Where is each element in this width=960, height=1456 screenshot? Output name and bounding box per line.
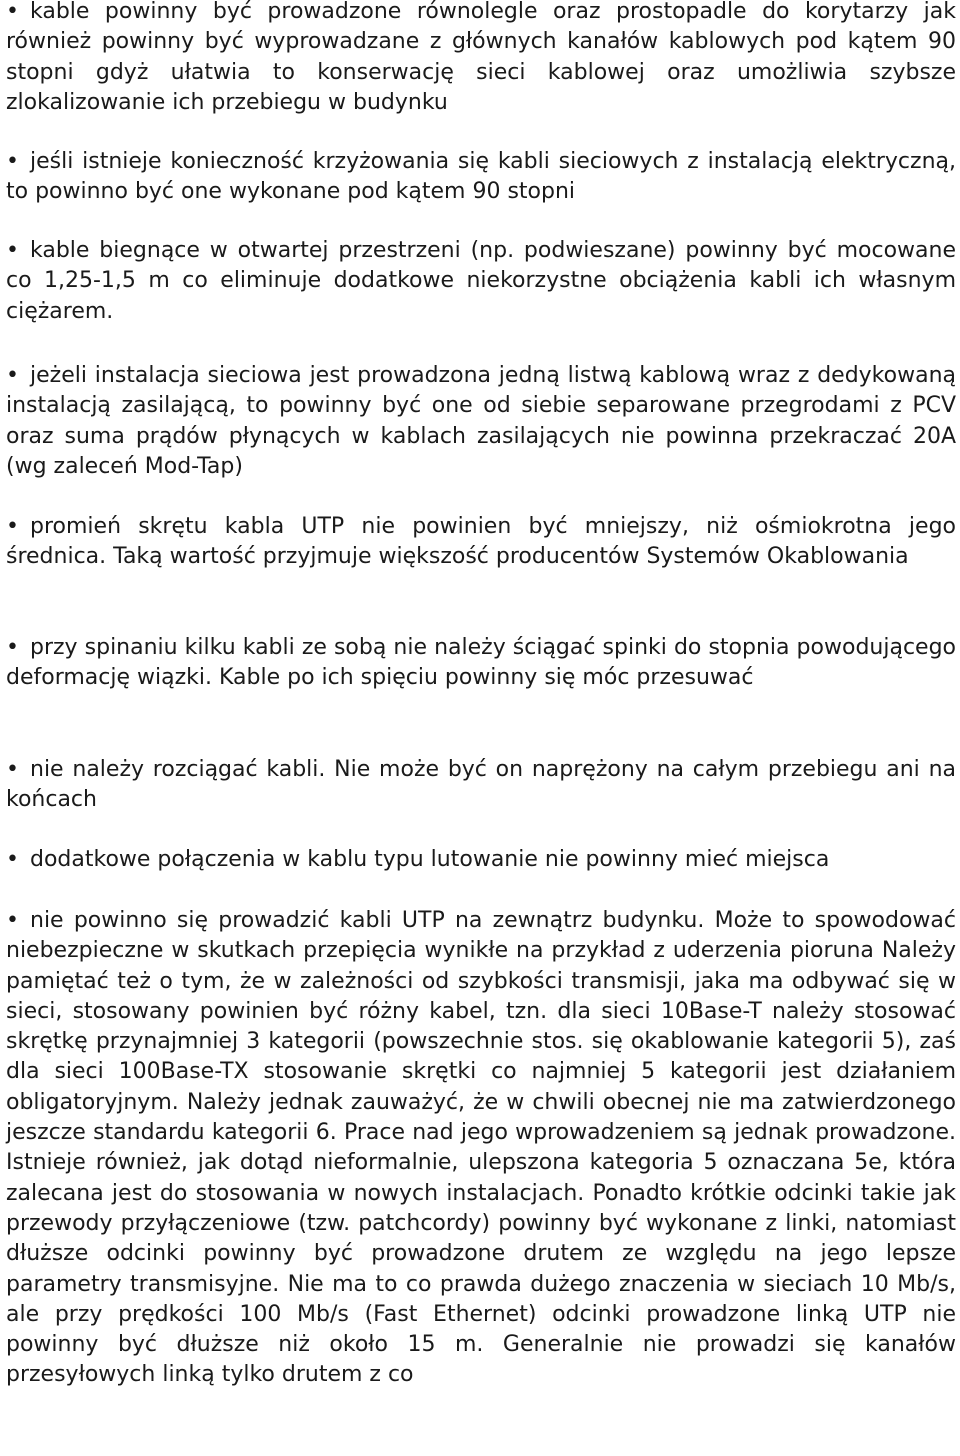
bullet: • [6, 0, 19, 24]
bullet: • [6, 363, 19, 388]
list-item [6, 361, 956, 482]
list-item-text: przy spinaniu kilku kabli ze sobą nie należy ściągać spinki do stopnia powodującego deformację wiązki. Kable po ich spięciu powinny się móc przesuwać [6, 635, 956, 691]
bullet: • [6, 635, 19, 660]
list-item-text: nie powinno się prowadzić kabli UTP na zewnątrz budynku. Może to spowodować niebezpieczne w skutkach przepięcia wynikłe na przykład z uderzenia pioruna Należy pamiętać też o tym, że w zależności od szybkości transmisji, jaka ma odbywać się w sieci, stosowany powinien być różny kabel, tzn. dla sieci 10Base-T należy stosować skrętkę przynajmniej 3 kategorii (powszechnie stos. się okablowanie kategorii 5), zaś dla sieci 100Base-TX stosowanie skrętki co najmniej 5 kategorii jest działaniem obligatoryjnym. Należy jednak zauważyć, że w chwili obecnej nie ma zatwierdzonego jeszcze standardu kategorii 6. Prace nad jego wprowadzeniem są jednak prowadzone. Istnieje również, jak dotąd nieformalnie, ulepszona kategoria 5 oznaczana 5e, która zalecana jest do stosowania w nowych instalacjach. Ponadto krótkie odcinki takie jak przewody przyłączeniowe (tzw. patchcordy) powinny być wykonane z linki, natomiast dłuższe odcinki powinny być prowadzone drutem ze względu na jego lepsze parametry transmisyjne. Nie ma to co prawda dużego znaczenia w sieciach 10 Mb/s, ale przy prędkości 100 Mb/s (Fast Ethernet) odcinki prowadzone linką UTP nie powinny być dłuższe niż około 15 m. Generalnie nie prowadzi się kanałów przesyłowych linką tylko drutem z co [6, 908, 956, 1388]
list-item [6, 236, 956, 327]
list-item [6, 633, 956, 694]
list-item-text: kable powinny być prowadzone równolegle oraz prostopadle do korytarzy jak również powinny być wyprowadzane z głównych kanałów kablowych pod kątem 90 stopni gdyż ułatwia to konserwację sieci kablowej oraz umożliwia szybsze zlokalizowanie ich przebiegu w budynku [6, 0, 956, 115]
list-item [6, 0, 956, 118]
bullet: • [6, 847, 19, 872]
list-item [6, 755, 956, 816]
bullet: • [6, 908, 19, 933]
list-item [6, 845, 956, 875]
bullet: • [6, 238, 19, 263]
list-item-text: kable biegnące w otwartej przestrzeni (np. podwieszane) powinny być mocowane co 1,25-1,5 m co eliminuje dodatkowe niekorzystne obciążenia kabli ich własnym ciężarem. [6, 238, 956, 324]
list-item [6, 906, 956, 1391]
bullet: • [6, 757, 19, 782]
bullet: • [6, 514, 19, 539]
list-item [6, 512, 956, 573]
list-item-text: nie należy rozciągać kabli. Nie może być on naprężony na całym przebiegu ani na końcach [6, 757, 956, 813]
list-item-text: dodatkowe połączenia w kablu typu lutowanie nie powinny mieć miejsca [30, 847, 830, 872]
list-item-text: promień skrętu kabla UTP nie powinien być mniejszy, niż ośmiokrotna jego średnica. Taką wartość przyjmuje większość producentów Systemów Okablowania [6, 514, 956, 570]
list-item-text: jeśli istnieje konieczność krzyżowania się kabli sieciowych z instalacją elektryczną, to powinno być one wykonane pod kątem 90 stopni [6, 149, 956, 205]
list-item-text: jeżeli instalacja sieciowa jest prowadzona jedną listwą kablową wraz z dedykowaną instalacją zasilającą, to powinny być one od siebie separowane przegrodami z PCV oraz suma prądów płynących w kablach zasilających nie powinna przekraczać 20A (wg zaleceń Mod-Tap) [6, 363, 956, 479]
bullet: • [6, 149, 19, 174]
list-item [6, 147, 956, 208]
